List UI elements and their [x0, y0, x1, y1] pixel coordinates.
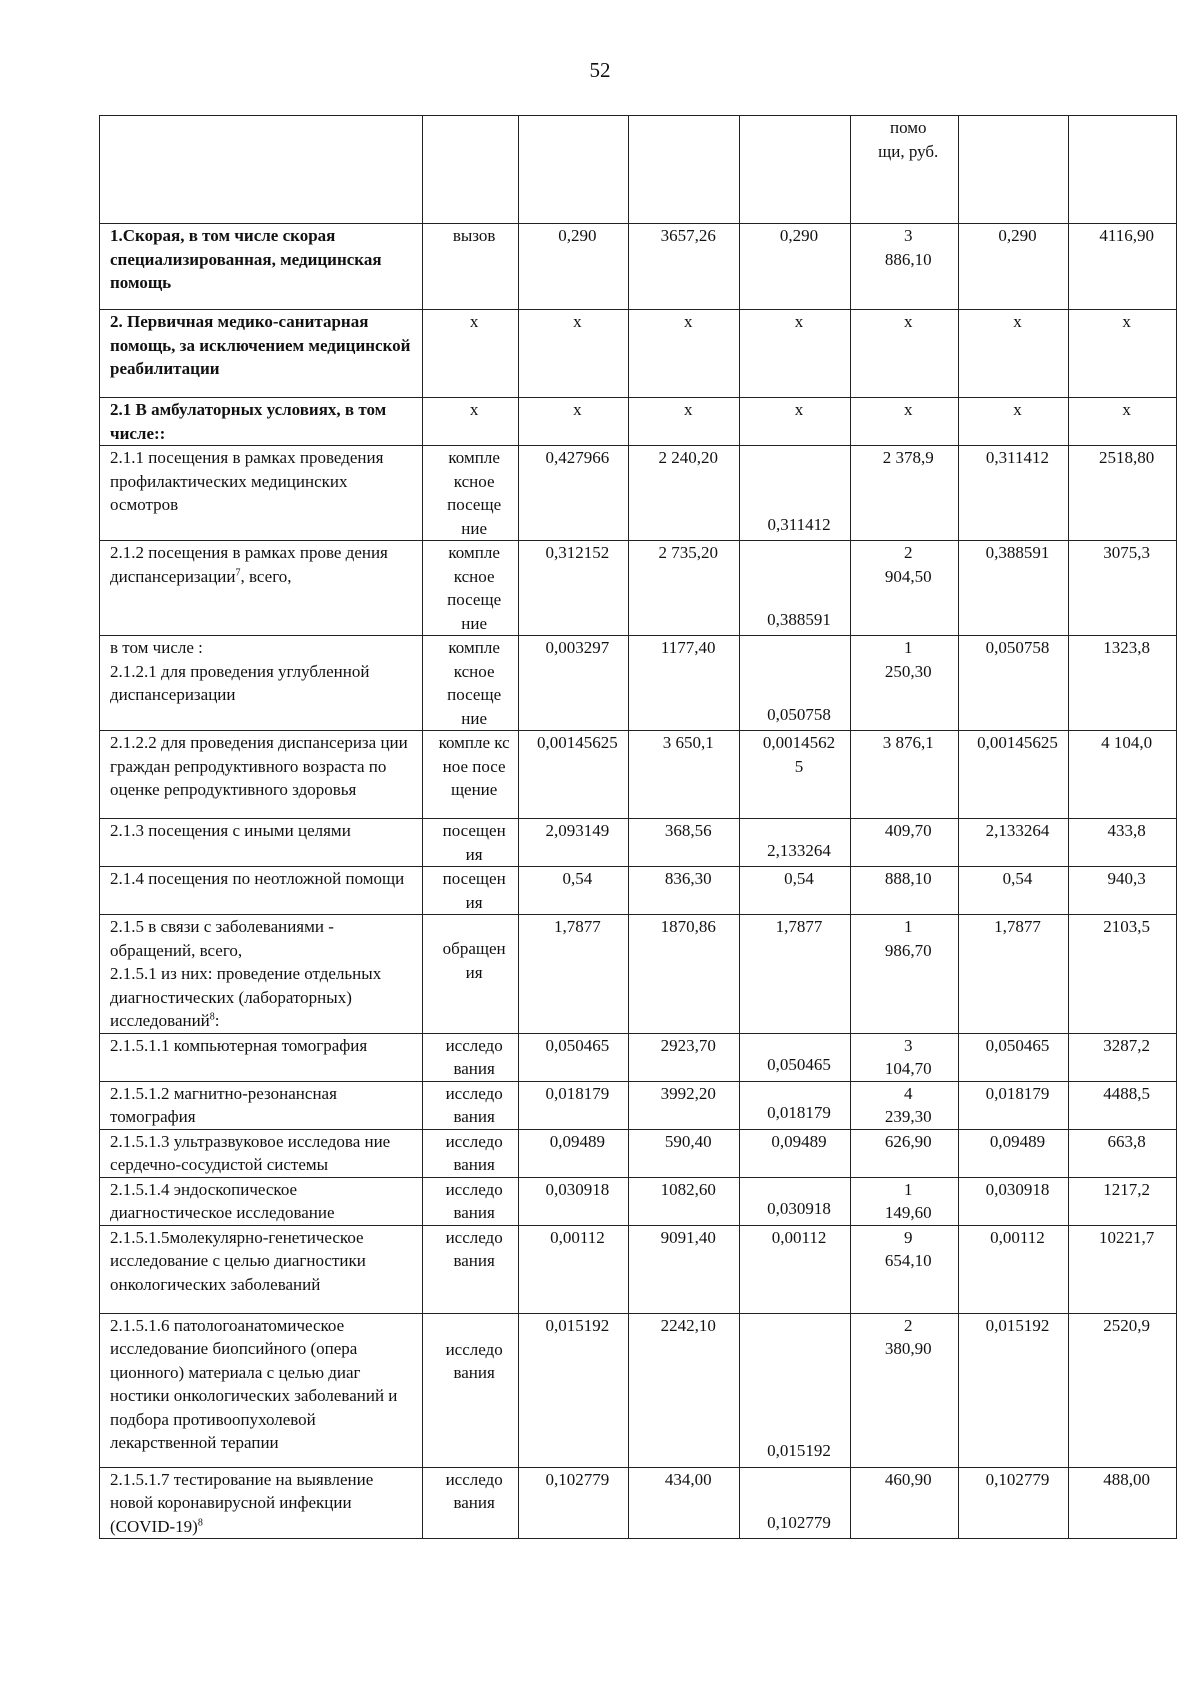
row-value: 3 104,70	[850, 1033, 958, 1081]
page-number: 52	[589, 58, 611, 82]
row-name: 2.1.3 посещения с иными целями	[100, 819, 423, 867]
row-value: 0,015192	[958, 1313, 1069, 1467]
row-value: 2 380,90	[850, 1313, 958, 1467]
row-value: х	[958, 310, 1069, 398]
row-value: х	[850, 310, 958, 398]
row-value: 2,133264	[958, 819, 1069, 867]
row-value: 1 986,70	[850, 915, 958, 1034]
table-row	[100, 446, 1177, 541]
table-row	[100, 1129, 1177, 1177]
row-value: 888,10	[850, 867, 958, 915]
row-value: 0,09489	[740, 1129, 851, 1177]
row-unit: компле ксное посеще ние	[422, 541, 518, 636]
row-name: 2.1.5.1.7 тестирование на выявление новой коронавирусной инфекции (COVID-19)$^8$	[100, 1467, 423, 1539]
row-value: 2 240,20	[629, 446, 740, 541]
row-value: 3287,2	[1069, 1033, 1177, 1081]
row-value: 434,00	[629, 1467, 740, 1539]
row-value: 0,00112	[958, 1225, 1069, 1313]
row-value: 9091,40	[629, 1225, 740, 1313]
footnote-ref: 7	[235, 566, 241, 578]
row-value: х	[1069, 398, 1177, 446]
row-value: 9 654,10	[850, 1225, 958, 1313]
row-value: 0,54	[740, 867, 851, 915]
header-cell-cost-text: помо щи, руб.	[850, 116, 958, 224]
row-value: х	[740, 310, 851, 398]
row-value: 409,70	[850, 819, 958, 867]
row-name: 2.1.5.1.1 компьютерная томография	[100, 1033, 423, 1081]
row-value: 0,030918	[958, 1177, 1069, 1225]
footnote-ref: 8	[197, 1516, 203, 1528]
row-value: 2,093149	[518, 819, 629, 867]
row-value: 2923,70	[629, 1033, 740, 1081]
row-name: 2.1.2 посещения в рамках прове дения диспансеризации$^7$, всего,	[100, 541, 423, 636]
row-value: х	[518, 310, 629, 398]
row-value: 0,102779	[518, 1467, 629, 1539]
row-value: 1 149,60	[850, 1177, 958, 1225]
row-name: 2.1.5 в связи с заболеваниями - обращений, всего, 2.1.5.1 из них: проведение отдельных диагностических (лабораторных) исследований$^8$:	[100, 915, 423, 1034]
row-value: 3992,20	[629, 1081, 740, 1129]
row-unit: компле кс ное посе щение	[422, 731, 518, 819]
row-unit: компле ксное посеще ние	[422, 446, 518, 541]
row-unit: компле ксное посеще ние	[422, 636, 518, 731]
row-value: 2,133264	[740, 819, 851, 867]
row-value: 0,312152	[518, 541, 629, 636]
row-value: 0,018179	[958, 1081, 1069, 1129]
table-row	[100, 819, 1177, 867]
header-cell	[629, 116, 740, 224]
row-value: 0,050465	[518, 1033, 629, 1081]
row-value: 1082,60	[629, 1177, 740, 1225]
row-value: х	[958, 398, 1069, 446]
header-cell	[100, 116, 423, 224]
row-value: 0,290	[518, 224, 629, 310]
table-row	[100, 1033, 1177, 1081]
table-row	[100, 1177, 1177, 1225]
row-value: 1 250,30	[850, 636, 958, 731]
row-value: 4488,5	[1069, 1081, 1177, 1129]
row-unit: исследо вания	[422, 1225, 518, 1313]
row-value: 0,311412	[958, 446, 1069, 541]
row-value: х	[1069, 310, 1177, 398]
row-value: 2103,5	[1069, 915, 1177, 1034]
row-value: 836,30	[629, 867, 740, 915]
row-value: 2 378,9	[850, 446, 958, 541]
table-row	[100, 1081, 1177, 1129]
table-row	[100, 867, 1177, 915]
table-row	[100, 731, 1177, 819]
row-name: 2.1.2.2 для проведения диспансериза ции граждан репродуктивного возраста по оценке репродуктивного здоровья	[100, 731, 423, 819]
row-value: 0,050758	[740, 636, 851, 731]
row-value: 0,00112	[518, 1225, 629, 1313]
row-value: 3 876,1	[850, 731, 958, 819]
row-value: 0,003297	[518, 636, 629, 731]
row-value: 940,3	[1069, 867, 1177, 915]
row-value: 0,050465	[740, 1033, 851, 1081]
row-value: 0,0014562 5	[740, 731, 851, 819]
table-row	[100, 1225, 1177, 1313]
row-value: 0,388591	[958, 541, 1069, 636]
row-value: 0,015192	[740, 1313, 851, 1467]
row-name: в том числе : 2.1.2.1 для проведения углубленной диспансеризации	[100, 636, 423, 731]
row-unit: исследо вания	[422, 1467, 518, 1539]
row-unit: х	[422, 398, 518, 446]
header-cell	[422, 116, 518, 224]
row-value: х	[850, 398, 958, 446]
row-unit: исследо вания	[422, 1081, 518, 1129]
row-value: 368,56	[629, 819, 740, 867]
row-value: 0,00145625	[958, 731, 1069, 819]
row-value: 3 650,1	[629, 731, 740, 819]
table-row	[100, 915, 1177, 1034]
row-value: 0,015192	[518, 1313, 629, 1467]
row-value: 1,7877	[740, 915, 851, 1034]
row-value: 0,050465	[958, 1033, 1069, 1081]
row-value: 0,00145625	[518, 731, 629, 819]
row-name: 2. Первичная медико-санитарная помощь, за исключением медицинской реабилитации	[100, 310, 423, 398]
row-value: 0,427966	[518, 446, 629, 541]
table-row	[100, 1467, 1177, 1539]
row-value: 10221,7	[1069, 1225, 1177, 1313]
row-name: 2.1.5.1.2 магнитно-резонансная томография	[100, 1081, 423, 1129]
table-row	[100, 1313, 1177, 1467]
row-value: 0,030918	[518, 1177, 629, 1225]
row-value: х	[740, 398, 851, 446]
row-value: 0,050758	[958, 636, 1069, 731]
row-unit: посещен ия	[422, 819, 518, 867]
row-name: 2.1 В амбулаторных условиях, в том числе::	[100, 398, 423, 446]
row-value: 1,7877	[958, 915, 1069, 1034]
row-name: 2.1.5.1.3 ультразвуковое исследова ние сердечно-сосудистой системы	[100, 1129, 423, 1177]
footnote-ref: 8	[209, 1011, 215, 1023]
row-value: 3657,26	[629, 224, 740, 310]
row-value: 1217,2	[1069, 1177, 1177, 1225]
row-value: 0,290	[958, 224, 1069, 310]
row-value: 0,102779	[958, 1467, 1069, 1539]
row-value: 0,09489	[518, 1129, 629, 1177]
row-unit: обращен ия	[422, 915, 518, 1034]
row-value: 1,7877	[518, 915, 629, 1034]
row-value: 433,8	[1069, 819, 1177, 867]
row-value: 2518,80	[1069, 446, 1177, 541]
row-value: 3075,3	[1069, 541, 1177, 636]
row-value: 0,290	[740, 224, 851, 310]
row-name: 2.1.4 посещения по неотложной помощи	[100, 867, 423, 915]
row-name: 2.1.5.1.6 патологоанатомическое исследование биопсийного (опера ционного) материала с целью диаг ностики онкологических заболеваний и подбора противоопухолевой лекарственной терапии	[100, 1313, 423, 1467]
row-value: 4116,90	[1069, 224, 1177, 310]
row-value: 0,311412	[740, 446, 851, 541]
row-unit: посещен ия	[422, 867, 518, 915]
row-value: 0,54	[518, 867, 629, 915]
row-value: х	[629, 310, 740, 398]
row-value: 0,102779	[740, 1467, 851, 1539]
header-cell	[1069, 116, 1177, 224]
row-value: 3 886,10	[850, 224, 958, 310]
row-value: 2 735,20	[629, 541, 740, 636]
row-value: х	[518, 398, 629, 446]
row-name: 2.1.1 посещения в рамках проведения профилактических медицинских осмотров	[100, 446, 423, 541]
row-value: х	[629, 398, 740, 446]
row-value: 1177,40	[629, 636, 740, 731]
row-name: 2.1.5.1.4 эндоскопическое диагностическое исследование	[100, 1177, 423, 1225]
header-row	[100, 116, 1177, 224]
row-unit: исследо вания	[422, 1129, 518, 1177]
header-cell	[518, 116, 629, 224]
row-value: 0,00112	[740, 1225, 851, 1313]
table-row	[100, 541, 1177, 636]
row-value: 2 904,50	[850, 541, 958, 636]
header-cell	[958, 116, 1069, 224]
row-value: 488,00	[1069, 1467, 1177, 1539]
row-unit: исследо вания	[422, 1033, 518, 1081]
row-value: 0,018179	[518, 1081, 629, 1129]
row-name: 1.Скорая, в том числе скорая специализированная, медицинская помощь	[100, 224, 423, 310]
row-value: 2520,9	[1069, 1313, 1177, 1467]
row-value: 0,54	[958, 867, 1069, 915]
row-value: 1870,86	[629, 915, 740, 1034]
row-value: 0,030918	[740, 1177, 851, 1225]
row-value: 0,388591	[740, 541, 851, 636]
row-value: 4 239,30	[850, 1081, 958, 1129]
row-value: 626,90	[850, 1129, 958, 1177]
row-name: 2.1.5.1.5молекулярно-генетическое исследование с целью диагностики онкологических заболеваний	[100, 1225, 423, 1313]
table-row	[100, 398, 1177, 446]
header-cell	[740, 116, 851, 224]
table-row	[100, 636, 1177, 731]
row-value: 1323,8	[1069, 636, 1177, 731]
row-value: 590,40	[629, 1129, 740, 1177]
row-unit: исследо вания	[422, 1313, 518, 1467]
row-unit: исследо вания	[422, 1177, 518, 1225]
row-value: 2242,10	[629, 1313, 740, 1467]
row-value: 0,09489	[958, 1129, 1069, 1177]
table-row	[100, 310, 1177, 398]
norms-table	[99, 115, 1177, 1539]
row-value: 460,90	[850, 1467, 958, 1539]
table-row	[100, 224, 1177, 310]
row-value: 4 104,0	[1069, 731, 1177, 819]
row-value: 0,018179	[740, 1081, 851, 1129]
row-value: 663,8	[1069, 1129, 1177, 1177]
row-unit: х	[422, 310, 518, 398]
row-unit: вызов	[422, 224, 518, 310]
